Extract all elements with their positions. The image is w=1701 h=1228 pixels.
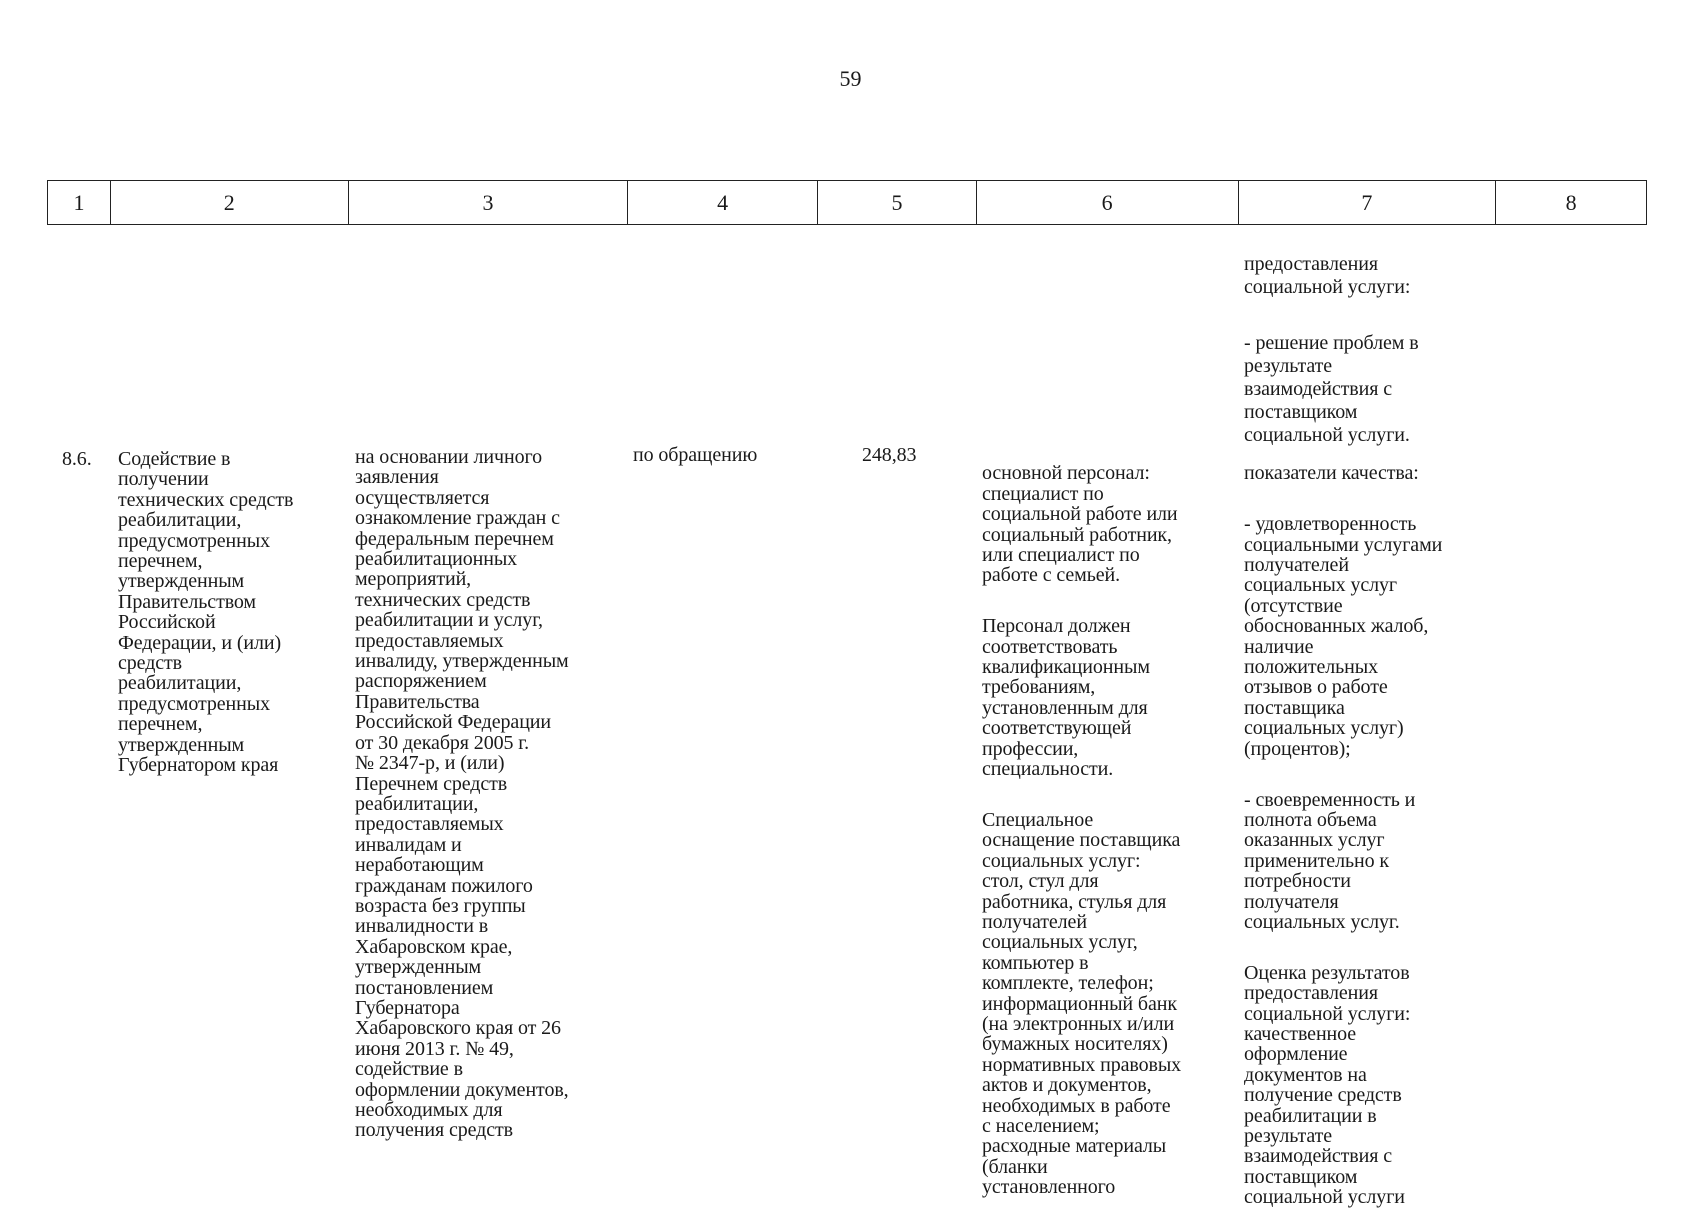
continuation-col7 (1244, 230, 1494, 470)
continuation-text-2: - решение проблем в результате взаимодействия с поставщиком социальной услуги. (1244, 332, 1419, 446)
quality-paragraph-2: - удовлетворенность социальными услугами получателей социальных услуг (отсутствие обоснованных жалоб, наличие положительных отзывов о работе поставщика социальных услуг) (процентов); (1244, 513, 1443, 760)
quality-paragraph-3: - своевременность и полнота объема оказанных услуг применительно к потребности получателя социальных услуг. (1244, 788, 1416, 933)
header-cell-4: 4 (628, 181, 818, 224)
conditions-paragraph-3: Специальное оснащение поставщика социальных услуг: стол, стул для работника, стулья для получателей социальных услуг, компьютер в комплекте, телефон; информационный банк (на электронных и/или бумажных носителях) нормативных правовых актов и документов, необходимых в работе с населением; расходные материалы (бланки установленного (982, 808, 1182, 1199)
page-number: 59 (839, 66, 862, 91)
service-quality-indicators (1244, 443, 1498, 1228)
conditions-paragraph-2: Персонал должен соответствовать квалификационным требованиям, установленным для соответствующей профессии, специальности. (982, 615, 1150, 781)
service-description: на основании личного заявления осуществляется ознакомление граждан с федеральным перечнем реабилитационных мероприятий, технических средств реабилитации и услуг, предоставляемых инвалиду, утвержденным распоряжением Правительства Российской Федерации от 30 декабря 2005 г. № 2347-р, и (или) Перечнем средств реабилитации, предоставляемых инвалидам и неработающим гражданам пожилого возраста без группы инвалидности в Хабаровском крае, утвержденным постановлением Губернатора Хабаровского края от 26 июня 2013 г. № 49, содействие в оформлении документов, необходимых для получения средств (355, 446, 569, 1142)
row-number: 8.6. (62, 448, 92, 470)
header-cell-6: 6 (977, 181, 1239, 224)
header-cell-7: 7 (1239, 181, 1497, 224)
header-cell-1: 1 (48, 181, 111, 224)
continuation-text-1: предоставления социальной услуги: (1244, 253, 1411, 298)
quality-paragraph-1: показатели качества: (1244, 462, 1419, 485)
conditions-paragraph-1: основной персонал: специалист по социальной работе или социальный работник, или специалист по работе с семьей. (982, 462, 1178, 587)
service-conditions (982, 443, 1240, 1218)
service-frequency: по обращению (633, 444, 758, 466)
service-name: Содействие в получении технических средств реабилитации, предусмотренных перечнем, утвержденным Правительством Российской Федерации, и (или) средств реабилитации, предусмотренных перечнем, утвержденным Губернатором края (118, 448, 294, 777)
service-tariff: 248,83 (862, 444, 917, 466)
header-cell-8: 8 (1565, 189, 1577, 215)
header-cell-5: 5 (818, 181, 977, 224)
quality-paragraph-4: Оценка результатов предоставления социальной услуги: качественное оформление документов на получение средств реабилитации в результате взаимодействия с поставщиком социальной услуги (1244, 961, 1411, 1209)
header-cell-3: 3 (349, 181, 629, 224)
table-header-row (47, 180, 1647, 225)
header-cell-2: 2 (111, 181, 349, 224)
